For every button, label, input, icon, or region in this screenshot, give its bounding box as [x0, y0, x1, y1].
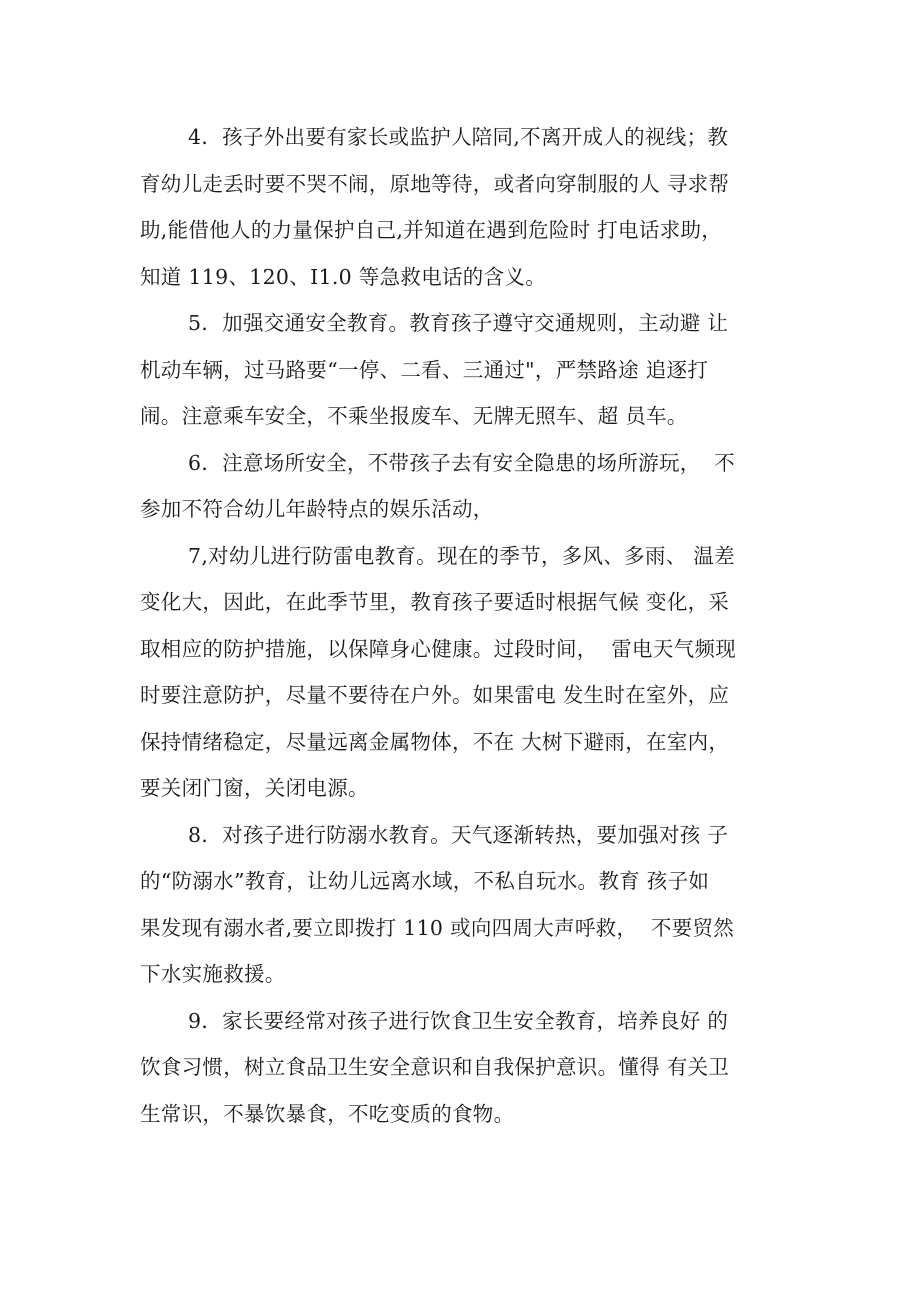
text-line: 饮食习惯，树立食品卫生安全意识和自我保护意识。懂得 有关卫: [140, 1055, 730, 1079]
text-line: 育幼儿走丢时要不哭不闹，原地等待，或者向穿制服的人 寻求帮: [140, 171, 730, 196]
text-line: 保持情绪稳定，尽量远离金属物体，不在 大树下避雨，在室内，: [140, 729, 730, 754]
text-line: 9．家长要经常对孩子进行饮食卫生安全教育，培养良好 的: [188, 1008, 729, 1033]
text-line: 的“防溺水”教育，让幼儿远离水域，不私自玩水。教育 孩子如: [140, 869, 710, 893]
text-line: 下水实施救援。: [140, 962, 286, 986]
text-line: 果发现有溺水者,要立即拨打 110 或向四周大声呼救， 不要贸然: [140, 915, 735, 940]
text-line: 要关闭门窗，关闭电源。: [140, 776, 369, 800]
paragraph-item-7: [140, 533, 800, 812]
text-line: 时要注意防护，尽量不要待在户外。如果雷电 发生时在室外，应: [140, 683, 730, 707]
text-line: 4．孩子外出要有家长或监护人陪同,不离开成人的视线；教: [188, 125, 729, 149]
text-line: 变化大，因此，在此季节里，教育孩子要适时根据气候 变化，采: [140, 590, 730, 614]
document-body: [140, 114, 800, 1137]
text-line: 7,对幼儿进行防雷电教育。现在的季节，多风、多雨、 温差: [188, 543, 735, 568]
text-line: 闹。注意乘车安全，不乘坐报废车、无牌无照车、超 员车。: [140, 404, 688, 428]
text-line: 8．对孩子进行防溺水教育。天气逐渐转热，要加强对孩 子: [188, 822, 729, 847]
paragraph-item-9: [140, 998, 800, 1138]
paragraph-item-8: [140, 812, 800, 998]
paragraph-item-5: [140, 300, 800, 440]
text-line: 助,能借他人的力量保护自己,并知道在遇到危险时 打电话求助，: [140, 218, 723, 242]
paragraph-item-4: [140, 114, 800, 300]
text-line: 机动车辆，过马路要“一停、二看、三通过"，严禁路途 追逐打: [140, 357, 709, 382]
paragraph-item-6: [140, 440, 800, 533]
text-line: 取相应的防护措施，以保障身心健康。过段时间， 雷电天气频现: [140, 636, 737, 661]
text-line: 6．注意场所安全，不带孩子去有安全隐患的场所游玩， 不: [188, 450, 735, 475]
text-line: 参加不符合幼儿年龄特点的娱乐活动，: [140, 497, 494, 521]
text-line: 5．加强交通安全教育。教育孩子遵守交通规则，主动避 让: [188, 311, 729, 335]
text-line: 生常识，不暴饮暴食，不吃变质的食物。: [140, 1101, 515, 1126]
text-line: 知道 119、120、I1.0 等急救电话的含义。: [140, 264, 546, 289]
